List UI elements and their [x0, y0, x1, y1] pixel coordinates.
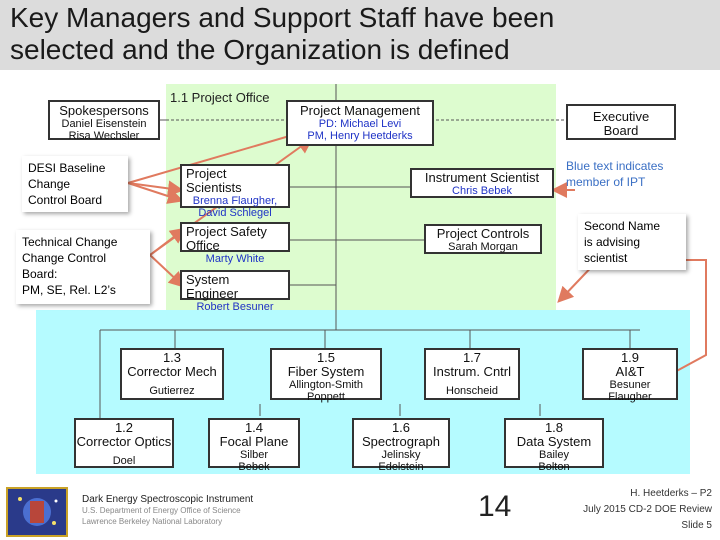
second-name-line: scientist	[584, 251, 628, 265]
l2-name: Honscheid	[446, 385, 498, 397]
safety-office-name: Marty White	[205, 253, 265, 265]
footer-review: July 2015 CD-2 DOE Review	[583, 504, 712, 515]
project-controls-box	[424, 224, 542, 254]
page-number: 14	[478, 490, 512, 523]
l2-number: 1.5	[316, 350, 336, 365]
instrument-scientist-title: Instrument Scientist	[424, 170, 540, 185]
spokespersons-box	[48, 100, 160, 140]
technical-board-line: Board:	[22, 267, 58, 281]
footer-lab: Lawrence Berkeley National Laboratory	[82, 517, 223, 526]
project-management-title: Project Management	[300, 103, 420, 118]
l2-number: 1.6	[391, 420, 411, 435]
l2-number: 1.4	[244, 420, 264, 435]
project-scientist-name: Brenna Flaugher,	[192, 195, 278, 207]
l2-name: Bailey	[539, 449, 569, 461]
l2-name: Flaugher	[608, 391, 652, 403]
project-director: PD: Michael Levi	[318, 118, 402, 130]
technical-change-board-note	[16, 230, 150, 304]
executive-board-box	[566, 104, 676, 140]
footer-org: Dark Energy Spectroscopic Instrument	[82, 494, 254, 505]
desi-baseline-board-note	[22, 156, 128, 212]
instrument-scientist-box	[410, 168, 554, 198]
executive-board-line-2: Board	[603, 123, 639, 138]
legend-line: Blue text indicates	[566, 159, 664, 173]
project-scientists-box	[180, 164, 290, 219]
spokesperson-name: Daniel Eisenstein	[61, 118, 147, 130]
l2-title: Fiber System	[287, 364, 365, 379]
project-manager: PM, Henry Heetderks	[307, 130, 413, 142]
desi-logo-graphic	[8, 489, 66, 535]
l2-box-ait	[582, 348, 678, 403]
l2-box-focal-plane	[208, 418, 300, 473]
desi-logo	[6, 487, 68, 537]
l2-name: Jelinsky	[381, 449, 421, 461]
l2-title: Corrector Optics	[76, 434, 172, 449]
l2-number: 1.3	[162, 350, 182, 365]
l2-title: Data System	[516, 434, 592, 449]
l2-name: Bebek	[238, 461, 270, 473]
l2-title: Focal Plane	[219, 434, 289, 449]
l2-name: Doel	[112, 455, 136, 467]
project-scientists-title: Project Scientists	[186, 166, 242, 195]
l2-number: 1.9	[620, 350, 640, 365]
footer-slide: Slide 5	[681, 520, 712, 531]
project-controls-title: Project Controls	[436, 226, 530, 241]
l2-name: Besuner	[609, 379, 651, 391]
desi-baseline-line: DESI Baseline	[28, 161, 106, 175]
project-safety-office-box	[180, 222, 290, 265]
second-name-note	[578, 214, 686, 270]
footer-review-block	[552, 486, 712, 534]
technical-board-line: PM, SE, Rel. L2’s	[22, 283, 116, 297]
l2-box-instrument-control	[424, 348, 520, 400]
safety-office-title: Project Safety Office	[186, 224, 267, 253]
title-line-2: selected and the Organization is defined	[10, 34, 510, 65]
legend-line: member of IPT	[566, 175, 646, 189]
system-engineer-title: System Engineer	[186, 272, 239, 301]
l2-box-corrector-optics	[74, 418, 174, 468]
l2-name: Silber	[239, 449, 269, 461]
technical-board-line: Technical Change	[22, 235, 118, 249]
technical-board-line: Change Control	[22, 251, 107, 265]
l2-name: Gutierrez	[149, 385, 195, 397]
l2-box-data-system	[504, 418, 604, 473]
l2-name: Allington-Smith	[289, 379, 363, 391]
l2-box-spectrograph	[352, 418, 450, 473]
l2-name: Bolton	[538, 461, 570, 473]
l2-number: 1.8	[544, 420, 564, 435]
l2-number: 1.2	[114, 420, 134, 435]
second-name-line: is advising	[584, 235, 641, 249]
executive-board-line-1: Executive	[592, 109, 650, 124]
spokesperson-name: Risa Wechsler	[68, 130, 140, 142]
footer-doe: U.S. Department of Energy Office of Science	[82, 506, 241, 515]
l2-title: Spectrograph	[361, 434, 441, 449]
l2-title: AI&T	[615, 364, 645, 379]
l2-name: Poppett	[307, 391, 345, 403]
footer-org-block	[82, 494, 253, 527]
footer-presenter: H. Heetderks – P2	[630, 488, 712, 499]
system-engineer-name: Robert Besuner	[196, 301, 274, 313]
project-management-box	[286, 100, 434, 146]
instrument-scientist-name: Chris Bebek	[452, 185, 512, 197]
desi-baseline-line: Change	[28, 177, 71, 191]
second-name-line: Second Name	[584, 219, 661, 233]
desi-baseline-line: Control Board	[28, 193, 103, 207]
system-engineer-box	[180, 270, 290, 313]
l2-title: Corrector Mech	[127, 364, 217, 379]
l2-box-corrector-mech	[120, 348, 224, 400]
project-controls-name: Sarah Morgan	[448, 241, 518, 253]
blue-text-legend-note	[560, 154, 690, 192]
l2-title: Instrum. Cntrl	[432, 364, 511, 379]
l2-name: Edelstein	[378, 461, 424, 473]
l2-box-fiber-system	[270, 348, 382, 403]
l2-number: 1.7	[462, 350, 482, 365]
title-line-1: Key Managers and Support Staff have been	[10, 2, 555, 33]
project-office-label: 1.1 Project Office	[170, 90, 270, 105]
spokespersons-title: Spokespersons	[59, 103, 149, 118]
project-scientist-name: David Schlegel	[198, 207, 272, 219]
